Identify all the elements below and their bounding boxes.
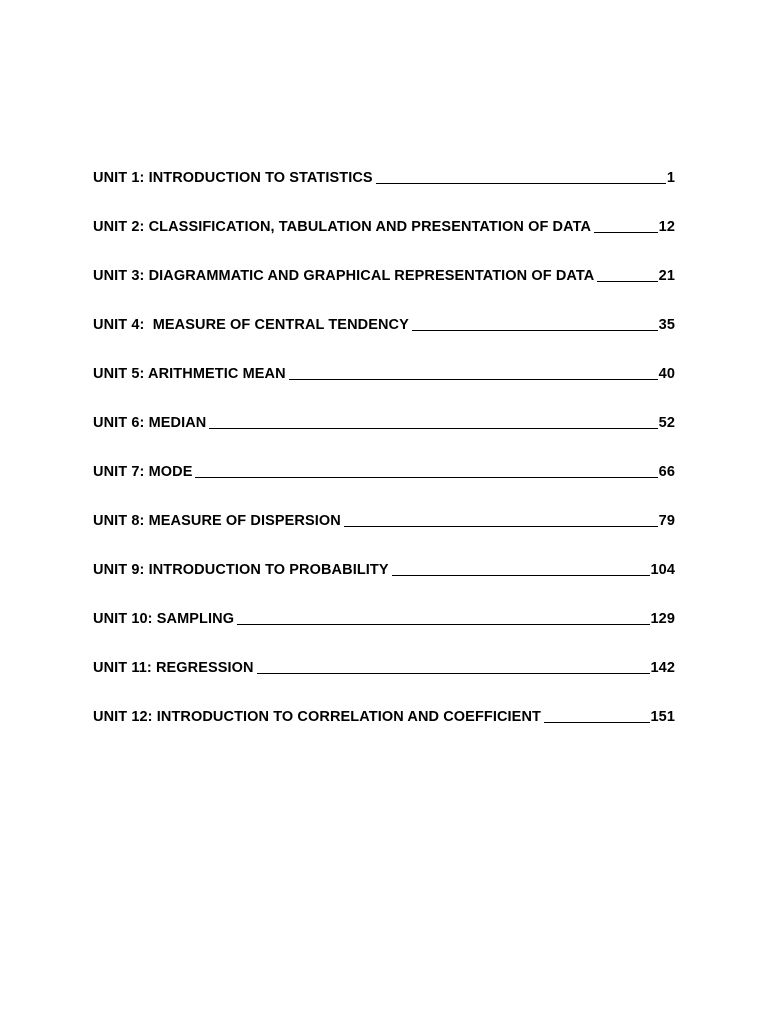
toc-leader-line (237, 624, 649, 625)
toc-leader-line (376, 183, 666, 184)
toc-entry-unit-5 (93, 366, 675, 415)
toc-entry-title: UNIT 7: MODE (93, 464, 193, 480)
toc-entry-unit-1 (93, 170, 675, 219)
toc-entry-page: 21 (658, 268, 675, 284)
toc-entry-page: 151 (650, 709, 675, 725)
toc-entry-title: UNIT 2: CLASSIFICATION, TABULATION AND PRESENTATION OF DATA (93, 219, 592, 235)
toc-leader-line (289, 379, 658, 380)
toc-leader-line (544, 722, 650, 723)
toc-entry-unit-4 (93, 317, 675, 366)
toc-entry-unit-2 (93, 219, 675, 268)
toc-entry-page: 1 (666, 170, 675, 186)
toc-entry-page: 104 (650, 562, 675, 578)
toc-entry-page: 35 (658, 317, 675, 333)
toc-entry-title: UNIT 3: DIAGRAMMATIC AND GRAPHICAL REPRESENTATION OF DATA (93, 268, 595, 284)
toc-entry-title: UNIT 6: MEDIAN (93, 415, 207, 431)
toc-leader-line (344, 526, 658, 527)
toc-entry-page: 52 (658, 415, 675, 431)
toc-entry-title: UNIT 1: INTRODUCTION TO STATISTICS (93, 170, 373, 186)
toc-entry-page: 66 (658, 464, 675, 480)
toc-leader-line (209, 428, 657, 429)
toc-entry-unit-6 (93, 415, 675, 464)
toc-entry-title: UNIT 4: MEASURE OF CENTRAL TENDENCY (93, 317, 409, 333)
toc-entry-page: 79 (658, 513, 675, 529)
toc-entry-title: UNIT 12: INTRODUCTION TO CORRELATION AND COEFFICIENT (93, 709, 541, 725)
toc-entry-page: 40 (658, 366, 675, 382)
toc-entry-title: UNIT 10: SAMPLING (93, 611, 235, 627)
toc-leader-line (597, 281, 657, 282)
toc-entry-page: 12 (658, 219, 675, 235)
toc-entry-unit-9 (93, 562, 675, 611)
table-of-contents (93, 170, 675, 758)
toc-entry-title: UNIT 8: MEASURE OF DISPERSION (93, 513, 341, 529)
toc-entry-page: 129 (650, 611, 675, 627)
toc-leader-line (257, 673, 650, 674)
toc-entry-title: UNIT 5: ARITHMETIC MEAN (93, 366, 286, 382)
toc-leader-line (412, 330, 658, 331)
toc-entry-unit-8 (93, 513, 675, 562)
toc-entry-unit-7 (93, 464, 675, 513)
toc-leader-line (195, 477, 657, 478)
toc-entry-unit-12 (93, 709, 675, 758)
toc-entry-title: UNIT 9: INTRODUCTION TO PROBABILITY (93, 562, 389, 578)
toc-leader-line (594, 232, 658, 233)
toc-entry-unit-3 (93, 268, 675, 317)
toc-leader-line (392, 575, 650, 576)
toc-entry-page: 142 (650, 660, 675, 676)
toc-entry-unit-11 (93, 660, 675, 709)
toc-entry-unit-10 (93, 611, 675, 660)
toc-entry-title: UNIT 11: REGRESSION (93, 660, 254, 676)
